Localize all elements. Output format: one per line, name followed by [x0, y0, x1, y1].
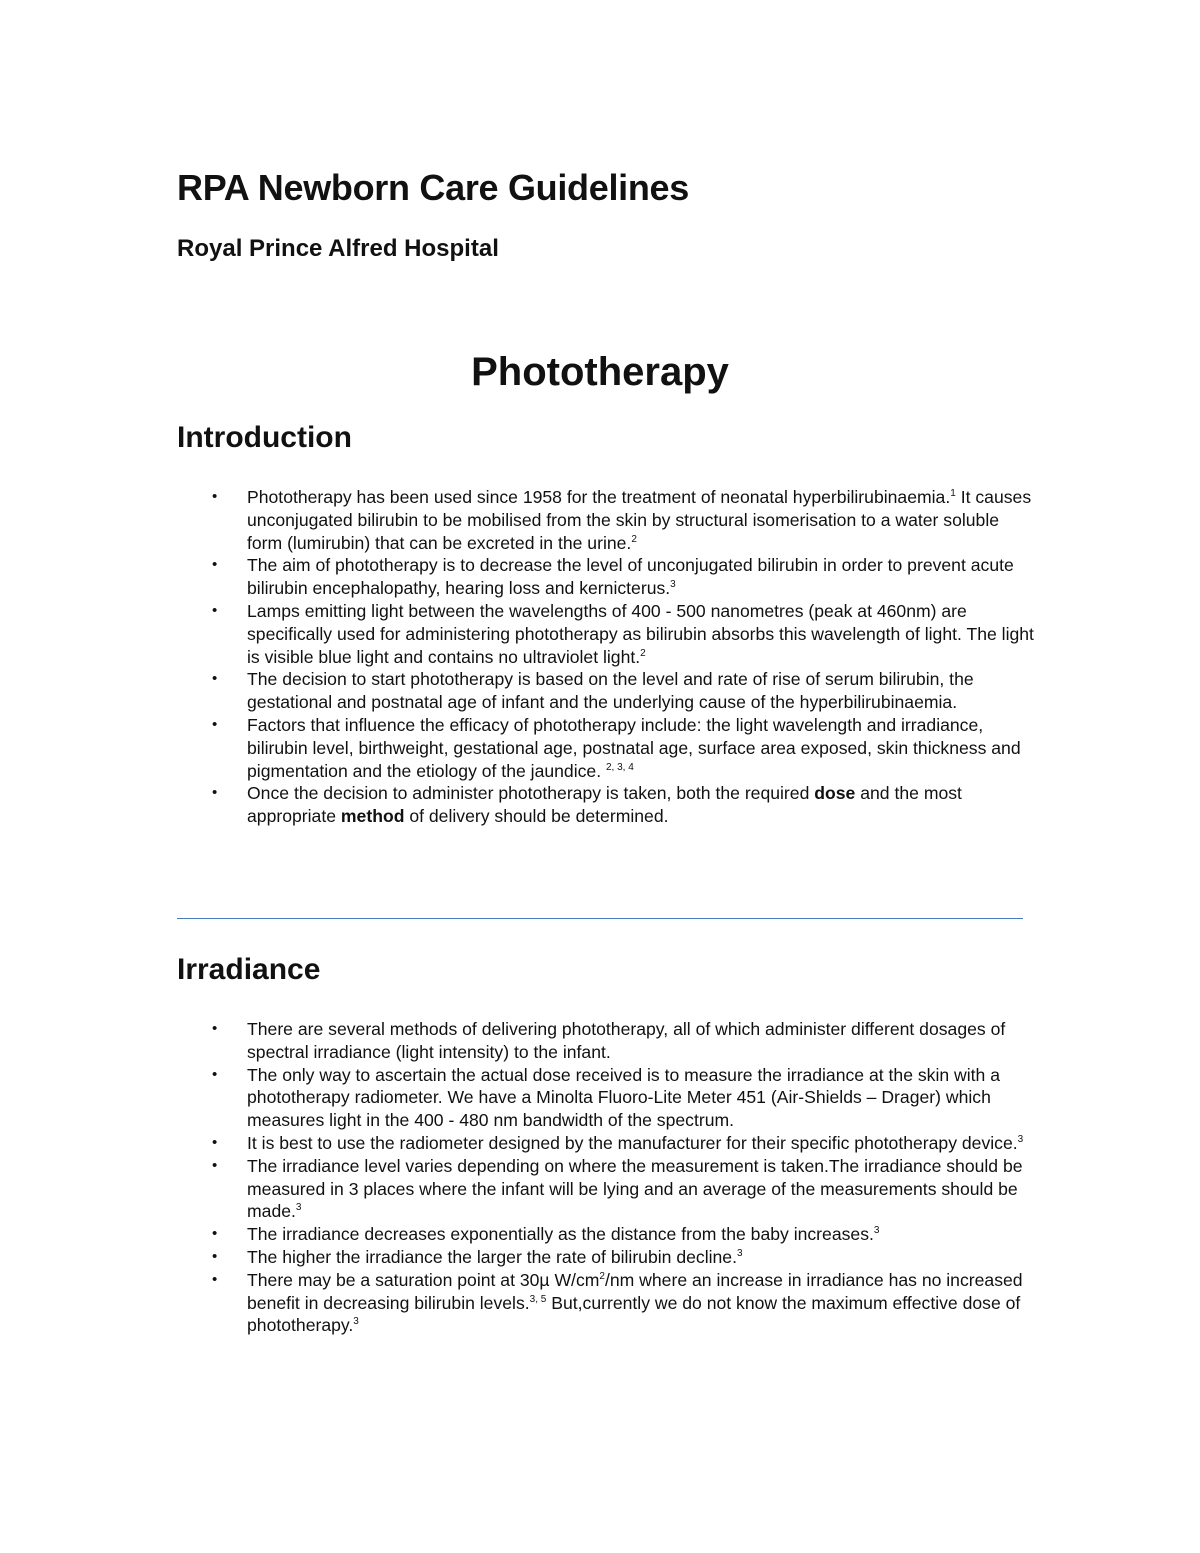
- citation-superscript: 1: [950, 488, 956, 499]
- bullet-icon: •: [212, 1020, 218, 1037]
- item-text: The decision to start phototherapy is based on the level and rate of rise of serum bilirubin, the gestational and postnatal age of infant and the underlying cause of the hyperbilirubinaemia.: [247, 669, 974, 713]
- bullet-icon: •: [212, 1225, 218, 1243]
- item-text: and the most appropriate: [247, 783, 962, 827]
- item-text: There are several methods of delivering phototherapy, all of which administer different dosages of spectral irradiance (light intensity) to the infant.: [247, 1019, 1006, 1062]
- list-item: [177, 1018, 1037, 1064]
- citation-superscript: 2: [631, 533, 637, 545]
- introduction-list: [177, 486, 1037, 828]
- unit-superscript: 2: [599, 1270, 605, 1282]
- item-text: The aim of phototherapy is to decrease the level of unconjugated bilirubin in order to prevent acute bilirubin encephalopathy, hearing loss and kernicterus.: [247, 555, 1014, 599]
- section-divider: [177, 918, 1023, 919]
- emphasis-dose: dose: [814, 783, 856, 804]
- bullet-icon: •: [212, 488, 218, 505]
- bullet-icon: •: [212, 784, 218, 802]
- bullet-icon: •: [212, 1247, 218, 1265]
- irradiance-list: [177, 1018, 1037, 1337]
- emphasis-method: method: [340, 806, 405, 827]
- citation-superscript: 3: [736, 1247, 743, 1259]
- list-item: [177, 1223, 1037, 1246]
- bullet-icon: •: [212, 670, 218, 688]
- citation-superscript: 3: [1017, 1133, 1024, 1145]
- list-item: [177, 782, 1037, 828]
- citation-superscript: 3, 5: [529, 1293, 547, 1305]
- item-text: Lamps emitting light between the wavelengths of 400 - 500 nanometres (peak at 460nm) are specifically used for administering phototherapy as bilirubin absorbs this wavelength of light. The light is visible blue light and contains no ultraviolet light.: [247, 600, 1034, 667]
- citation-superscript: 3: [353, 1316, 359, 1328]
- item-text: Phototherapy has been used since 1958 for the treatment of neonatal hyperbilirubinaemia.: [247, 487, 951, 507]
- bullet-icon: •: [212, 1156, 218, 1174]
- item-text: It causes unconjugated bilirubin to be mobilised from the skin by structural isomerisation to a water soluble form (lumirubin) that can be excreted in the urine.: [247, 487, 1032, 553]
- list-item: [177, 600, 1037, 668]
- introduction-heading: Introduction: [177, 421, 352, 454]
- bullet-icon: •: [212, 601, 218, 619]
- page-title: Phototherapy: [471, 350, 729, 394]
- bullet-icon: •: [212, 1065, 218, 1083]
- list-item: [177, 1269, 1037, 1337]
- list-item: [177, 1132, 1037, 1155]
- hospital-name: Royal Prince Alfred Hospital: [177, 235, 499, 262]
- item-text: The higher the irradiance the larger the rate of bilirubin decline.: [247, 1246, 737, 1267]
- item-text: Once the decision to administer phototherapy is taken, both the required: [247, 783, 815, 804]
- bullet-icon: •: [212, 1270, 218, 1288]
- item-text: The only way to ascertain the actual dose received is to measure the irradiance at the skin with a phototherapy radiometer. We have a Minolta Fluoro-Lite Meter 451 (Air-Shields – Drager) which measures light in the 400 - 480 nm bandwidth of the spectrum.: [247, 1064, 1001, 1131]
- item-text: The irradiance level varies depending on where the measurement is taken.The irradiance should be measured in 3 places where the infant will be lying and an average of the measurements should be made.: [247, 1155, 1023, 1222]
- bullet-icon: •: [212, 715, 218, 733]
- item-text: The irradiance decreases exponentially as the distance from the baby increases.: [247, 1224, 874, 1245]
- citation-superscript: 2: [640, 647, 646, 659]
- bullet-icon: •: [212, 556, 218, 574]
- item-text: of delivery should be determined.: [404, 806, 669, 827]
- citation-superscript: 2, 3, 4: [605, 761, 634, 773]
- citation-superscript: 3: [873, 1225, 880, 1237]
- item-text: Factors that influence the efficacy of phototherapy include: the light wavelength and irradiance, bilirubin level, birthweight, gestational age, postnatal age, surface area exposed, skin thickness and pigmentation and the etiology of the jaundice.: [247, 714, 1021, 781]
- list-item: [177, 714, 1037, 782]
- citation-superscript: 3: [670, 579, 676, 591]
- citation-superscript: 3: [295, 1202, 302, 1214]
- bullet-icon: •: [212, 1133, 218, 1151]
- list-item: [177, 486, 1037, 554]
- irradiance-heading: Irradiance: [177, 953, 321, 986]
- item-text: It is best to use the radiometer designed by the manufacturer for their specific phototherapy device.: [247, 1132, 1018, 1153]
- document-title: RPA Newborn Care Guidelines: [177, 167, 690, 208]
- list-item: [177, 1155, 1037, 1223]
- list-item: [177, 668, 1037, 714]
- list-item: [177, 554, 1037, 600]
- item-text: But,currently we do not know the maximum effective dose of phototherapy.: [247, 1292, 1021, 1336]
- item-text: /nm where an increase in irradiance has no increased benefit in decreasing bilirubin levels.: [247, 1269, 1023, 1313]
- item-text: There may be a saturation point at 30µ W/cm: [247, 1269, 600, 1290]
- list-item: [177, 1064, 1037, 1132]
- list-item: [177, 1246, 1037, 1269]
